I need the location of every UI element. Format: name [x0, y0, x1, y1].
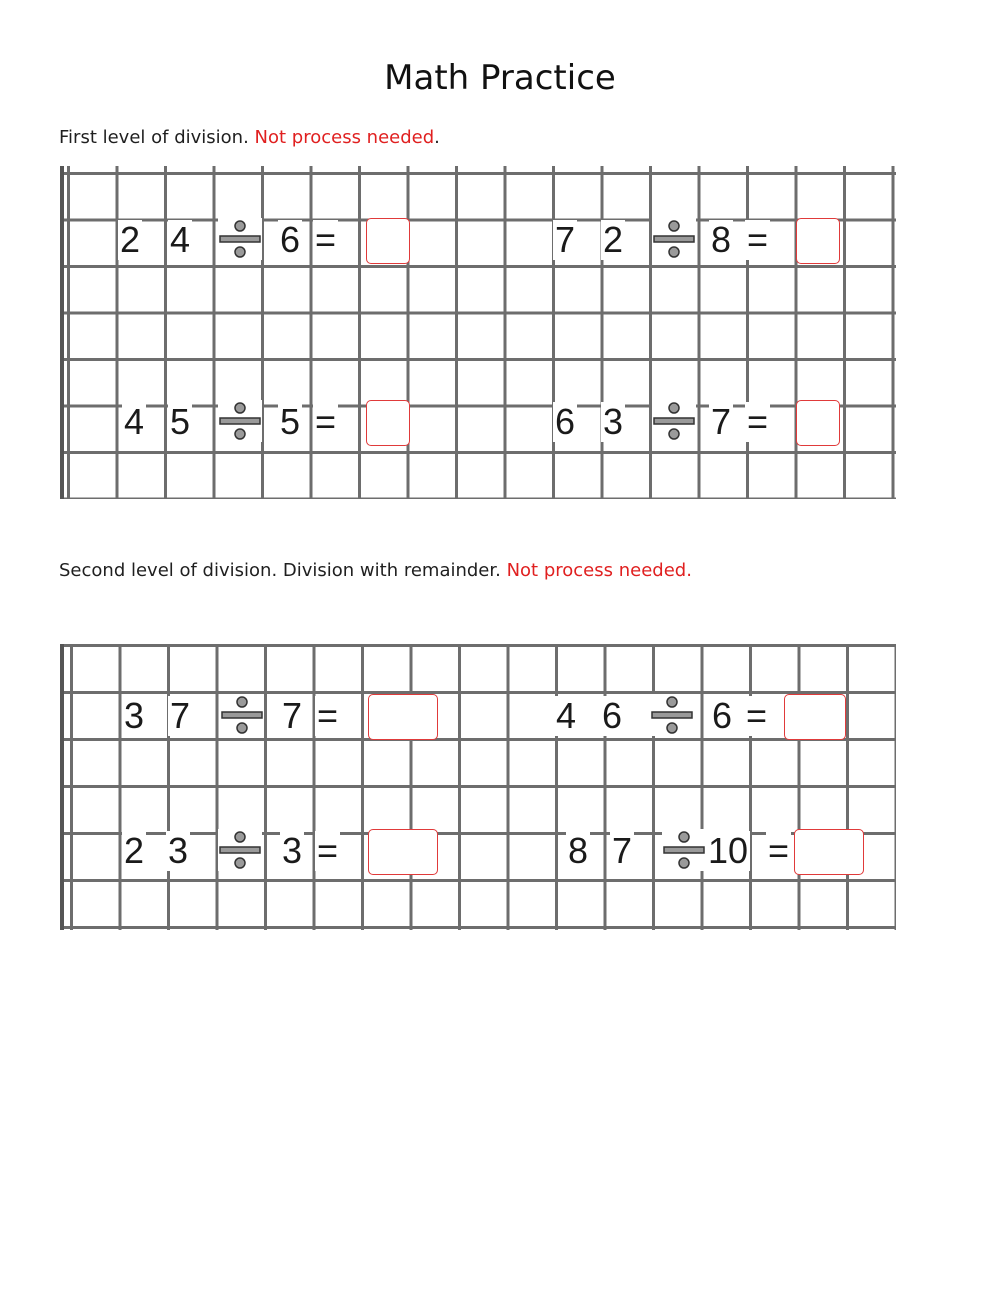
- answer-box[interactable]: [796, 400, 840, 446]
- problem-ones: 5: [170, 401, 191, 442]
- problem-1: [118, 216, 418, 264]
- section2-instruction: [59, 560, 692, 581]
- problem-tens: 7: [555, 219, 576, 260]
- problem-ones: 7: [170, 695, 191, 736]
- problem-equals: =: [317, 695, 339, 736]
- answer-box[interactable]: [366, 400, 410, 446]
- problem-equals: =: [746, 695, 768, 736]
- problem-divisor: 6: [280, 219, 301, 260]
- answer-box[interactable]: [794, 829, 864, 875]
- problem-equals: =: [315, 219, 337, 260]
- section2-instruction-highlight: Not process needed.: [506, 560, 692, 581]
- page-title: Math Practice: [384, 58, 616, 98]
- section2-instruction-text: Second level of division. Division with remainder.: [59, 560, 507, 581]
- problem-equals: =: [317, 830, 339, 871]
- problem-equals: =: [768, 830, 790, 871]
- problem-divisor: 7: [282, 695, 303, 736]
- section1-instruction: [59, 127, 440, 148]
- problem-5: [122, 692, 442, 740]
- problem-tens: 2: [120, 219, 141, 260]
- answer-box[interactable]: [368, 694, 438, 740]
- problem-tens: 4: [124, 401, 145, 442]
- problem-tens: 2: [124, 830, 145, 871]
- problem-ones: 2: [603, 219, 624, 260]
- problem-ones: 4: [170, 219, 191, 260]
- answer-box[interactable]: [784, 694, 846, 740]
- division-sign-icon: [652, 400, 696, 442]
- section2-grid: [60, 644, 896, 930]
- section1-instruction-highlight: Not process needed: [254, 127, 435, 148]
- problem-equals: =: [315, 401, 337, 442]
- division-sign-icon: [650, 694, 694, 736]
- problem-tens: 4: [556, 695, 577, 736]
- problem-tens: 8: [568, 830, 589, 871]
- problem-ones: 3: [603, 401, 624, 442]
- division-sign-icon: [662, 829, 706, 871]
- division-sign-icon: [218, 218, 262, 260]
- division-sign-icon: [218, 829, 262, 871]
- answer-box[interactable]: [796, 218, 840, 264]
- section1-instruction-text: First level of division.: [59, 127, 255, 148]
- problem-3: [122, 398, 422, 446]
- problem-ones: 3: [168, 830, 189, 871]
- division-sign-icon: [218, 400, 262, 442]
- problem-tens: 6: [555, 401, 576, 442]
- problem-equals: =: [747, 219, 769, 260]
- problem-divisor: 3: [282, 830, 303, 871]
- section1-grid: [60, 166, 896, 499]
- problem-ones: 7: [612, 830, 633, 871]
- problem-divisor: 7: [711, 401, 732, 442]
- answer-box[interactable]: [368, 829, 438, 875]
- problem-divisor: 10: [708, 830, 749, 871]
- problem-divisor: 6: [712, 695, 733, 736]
- problem-equals: =: [747, 401, 769, 442]
- division-sign-icon: [220, 694, 264, 736]
- problem-6: [554, 692, 874, 740]
- problem-divisor: 5: [280, 401, 301, 442]
- answer-box[interactable]: [366, 218, 410, 264]
- problem-8: [566, 827, 896, 875]
- problem-2: [553, 216, 853, 264]
- problem-4: [553, 398, 853, 446]
- problem-ones: 6: [602, 695, 623, 736]
- problem-tens: 3: [124, 695, 145, 736]
- section1-instruction-end: .: [434, 127, 440, 148]
- problem-divisor: 8: [711, 219, 732, 260]
- division-sign-icon: [652, 218, 696, 260]
- problem-7: [122, 827, 442, 875]
